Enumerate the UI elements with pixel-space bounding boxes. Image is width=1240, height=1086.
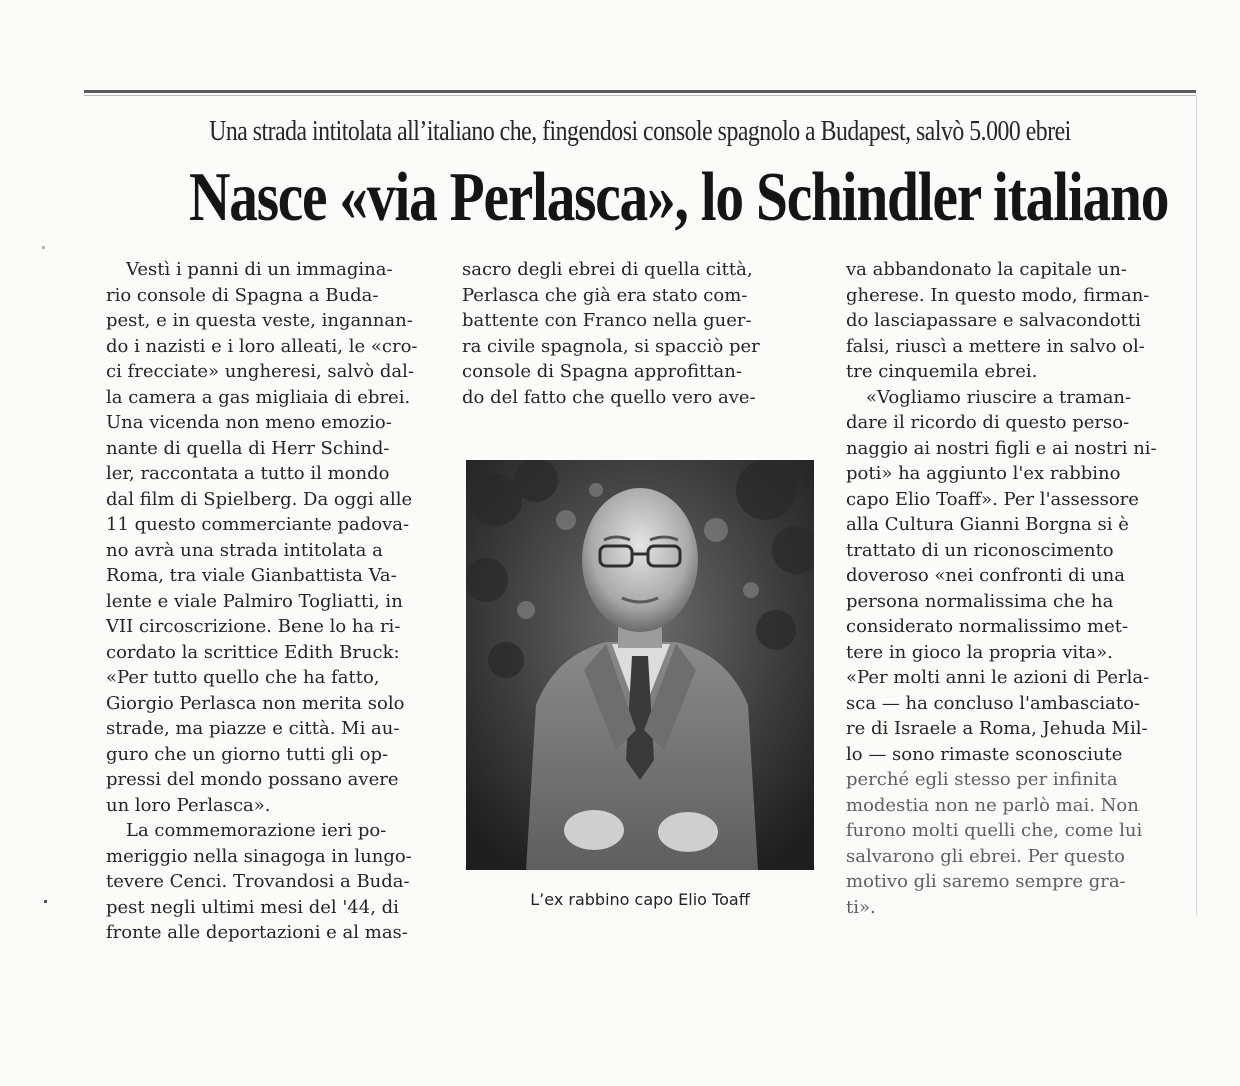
portrait-photo-icon xyxy=(466,460,814,870)
text-line: furono molti quelli che, come lui xyxy=(846,820,1143,841)
text-line: re di Israele a Roma, Jehuda Mil- xyxy=(846,718,1148,739)
text-line: va abbandonato la capitale un- xyxy=(846,259,1127,280)
text-line: trattato di un riconoscimento xyxy=(846,539,1114,561)
scan-speck xyxy=(42,246,45,249)
text-line: ci frecciate» ungheresi, salvò dal- xyxy=(106,361,414,382)
text-line: pressi del mondo possano avere xyxy=(106,769,399,790)
text-line: sca — ha concluso l'ambasciato- xyxy=(846,692,1140,714)
text-line: salvarono gli ebrei. Per questo xyxy=(846,845,1125,867)
text-line: La commemorazione ieri po- xyxy=(126,820,387,841)
article-column-1 xyxy=(106,257,418,946)
text-line: ra civile spagnola, si spacciò per xyxy=(462,335,760,357)
text-line: lente e viale Palmiro Togliatti, in xyxy=(106,590,403,612)
text-line: lo — sono rimaste sconosciute xyxy=(846,743,1123,765)
text-line: falsi, riuscì a mettere in salvo ol- xyxy=(846,335,1145,357)
text-line: tere in gioco la propria vita». xyxy=(846,641,1113,663)
top-rule-shadow xyxy=(84,95,1196,96)
portrait-photo-art xyxy=(466,460,814,870)
text-line: tre cinquemila ebrei. xyxy=(846,361,1038,382)
text-line: un loro Perlasca». xyxy=(106,794,271,816)
text-line: guro che un giorno tutti gli op- xyxy=(106,743,389,765)
text-line: tevere Cenci. Trovandosi a Buda- xyxy=(106,871,410,892)
text-line: Roma, tra viale Gianbattista Va- xyxy=(106,565,397,586)
text-line: nante di quella di Herr Schind- xyxy=(106,437,390,459)
text-line: «Vogliamo riuscire a traman- xyxy=(866,386,1132,408)
text-line: doveroso «nei confronti di una xyxy=(846,565,1125,586)
text-line: naggio ai nostri figli e ai nostri ni- xyxy=(846,437,1157,459)
text-line: fronte alle deportazioni e al mas- xyxy=(106,922,408,943)
text-line: meriggio nella sinagoga in lungo- xyxy=(106,845,412,867)
text-line: capo Elio Toaff». Per l'assessore xyxy=(846,488,1139,510)
article-column-2 xyxy=(462,257,760,410)
text-line: console di Spagna approfittan- xyxy=(462,361,742,382)
text-line: dal film di Spielberg. Da oggi alle xyxy=(106,488,413,510)
text-line: Vestì i panni di un immagina- xyxy=(126,259,393,280)
text-line: 11 questo commerciante padova- xyxy=(106,514,410,535)
text-line: modestia non ne parlò mai. Non xyxy=(846,794,1139,816)
text-line: persona normalissima che ha xyxy=(846,590,1114,612)
text-line: perché egli stesso per infinita xyxy=(846,769,1118,790)
text-line: no avrà una strada intitolata a xyxy=(106,539,383,561)
top-rule xyxy=(84,90,1196,93)
text-line: dare il ricordo di questo perso- xyxy=(846,412,1130,433)
text-line: alla Cultura Gianni Borgna si è xyxy=(846,514,1129,535)
text-line: gherese. In questo modo, firman- xyxy=(846,284,1150,306)
text-line: cordato la scrittice Edith Bruck: xyxy=(106,641,400,663)
text-line: «Per molti anni le azioni di Perla- xyxy=(846,667,1150,688)
text-line: VII circoscrizione. Bene lo ha ri- xyxy=(106,616,401,637)
text-line: poti» ha aggiunto l'ex rabbino xyxy=(846,463,1121,484)
text-line: Giorgio Perlasca non merita solo xyxy=(106,692,405,714)
text-line: considerato normalissimo met- xyxy=(846,616,1129,637)
photo-caption: L’ex rabbino capo Elio Toaff xyxy=(530,890,750,909)
article-kicker: Una strada intitolata all’italiano che, fingendosi console spagnolo a Budapest, salvò 5.000 ebrei xyxy=(209,115,1071,147)
text-line: «Per tutto quello che ha fatto, xyxy=(106,667,380,688)
text-line: pest, e in questa veste, ingannan- xyxy=(106,310,413,331)
text-line: do i nazisti e i loro alleati, le «cro- xyxy=(106,335,418,357)
scan-edge-line xyxy=(1196,96,1197,916)
text-line: ti». xyxy=(846,896,876,918)
text-line: la camera a gas migliaia di ebrei. xyxy=(106,386,411,408)
article-headline: Nasce «via Perlasca», lo Schindler italiano xyxy=(189,159,1169,236)
text-line: battente con Franco nella guer- xyxy=(462,310,752,331)
text-line: do lasciapassare e salvacondotti xyxy=(846,310,1141,331)
text-line: sacro degli ebrei di quella città, xyxy=(462,259,753,280)
text-line: Perlasca che già era stato com- xyxy=(462,284,748,306)
article-column-3 xyxy=(846,257,1157,920)
scan-speck xyxy=(44,900,47,903)
text-line: rio console di Spagna a Buda- xyxy=(106,284,379,306)
text-line: pest negli ultimi mesi del '44, di xyxy=(106,896,399,918)
text-line: do del fatto che quello vero ave- xyxy=(462,386,756,408)
text-line: strade, ma piazze e città. Mi au- xyxy=(106,718,400,739)
text-line: motivo gli saremo sempre gra- xyxy=(846,871,1126,892)
text-line: Una vicenda non meno emozio- xyxy=(106,412,392,433)
text-line: ler, raccontata a tutto il mondo xyxy=(106,463,390,484)
